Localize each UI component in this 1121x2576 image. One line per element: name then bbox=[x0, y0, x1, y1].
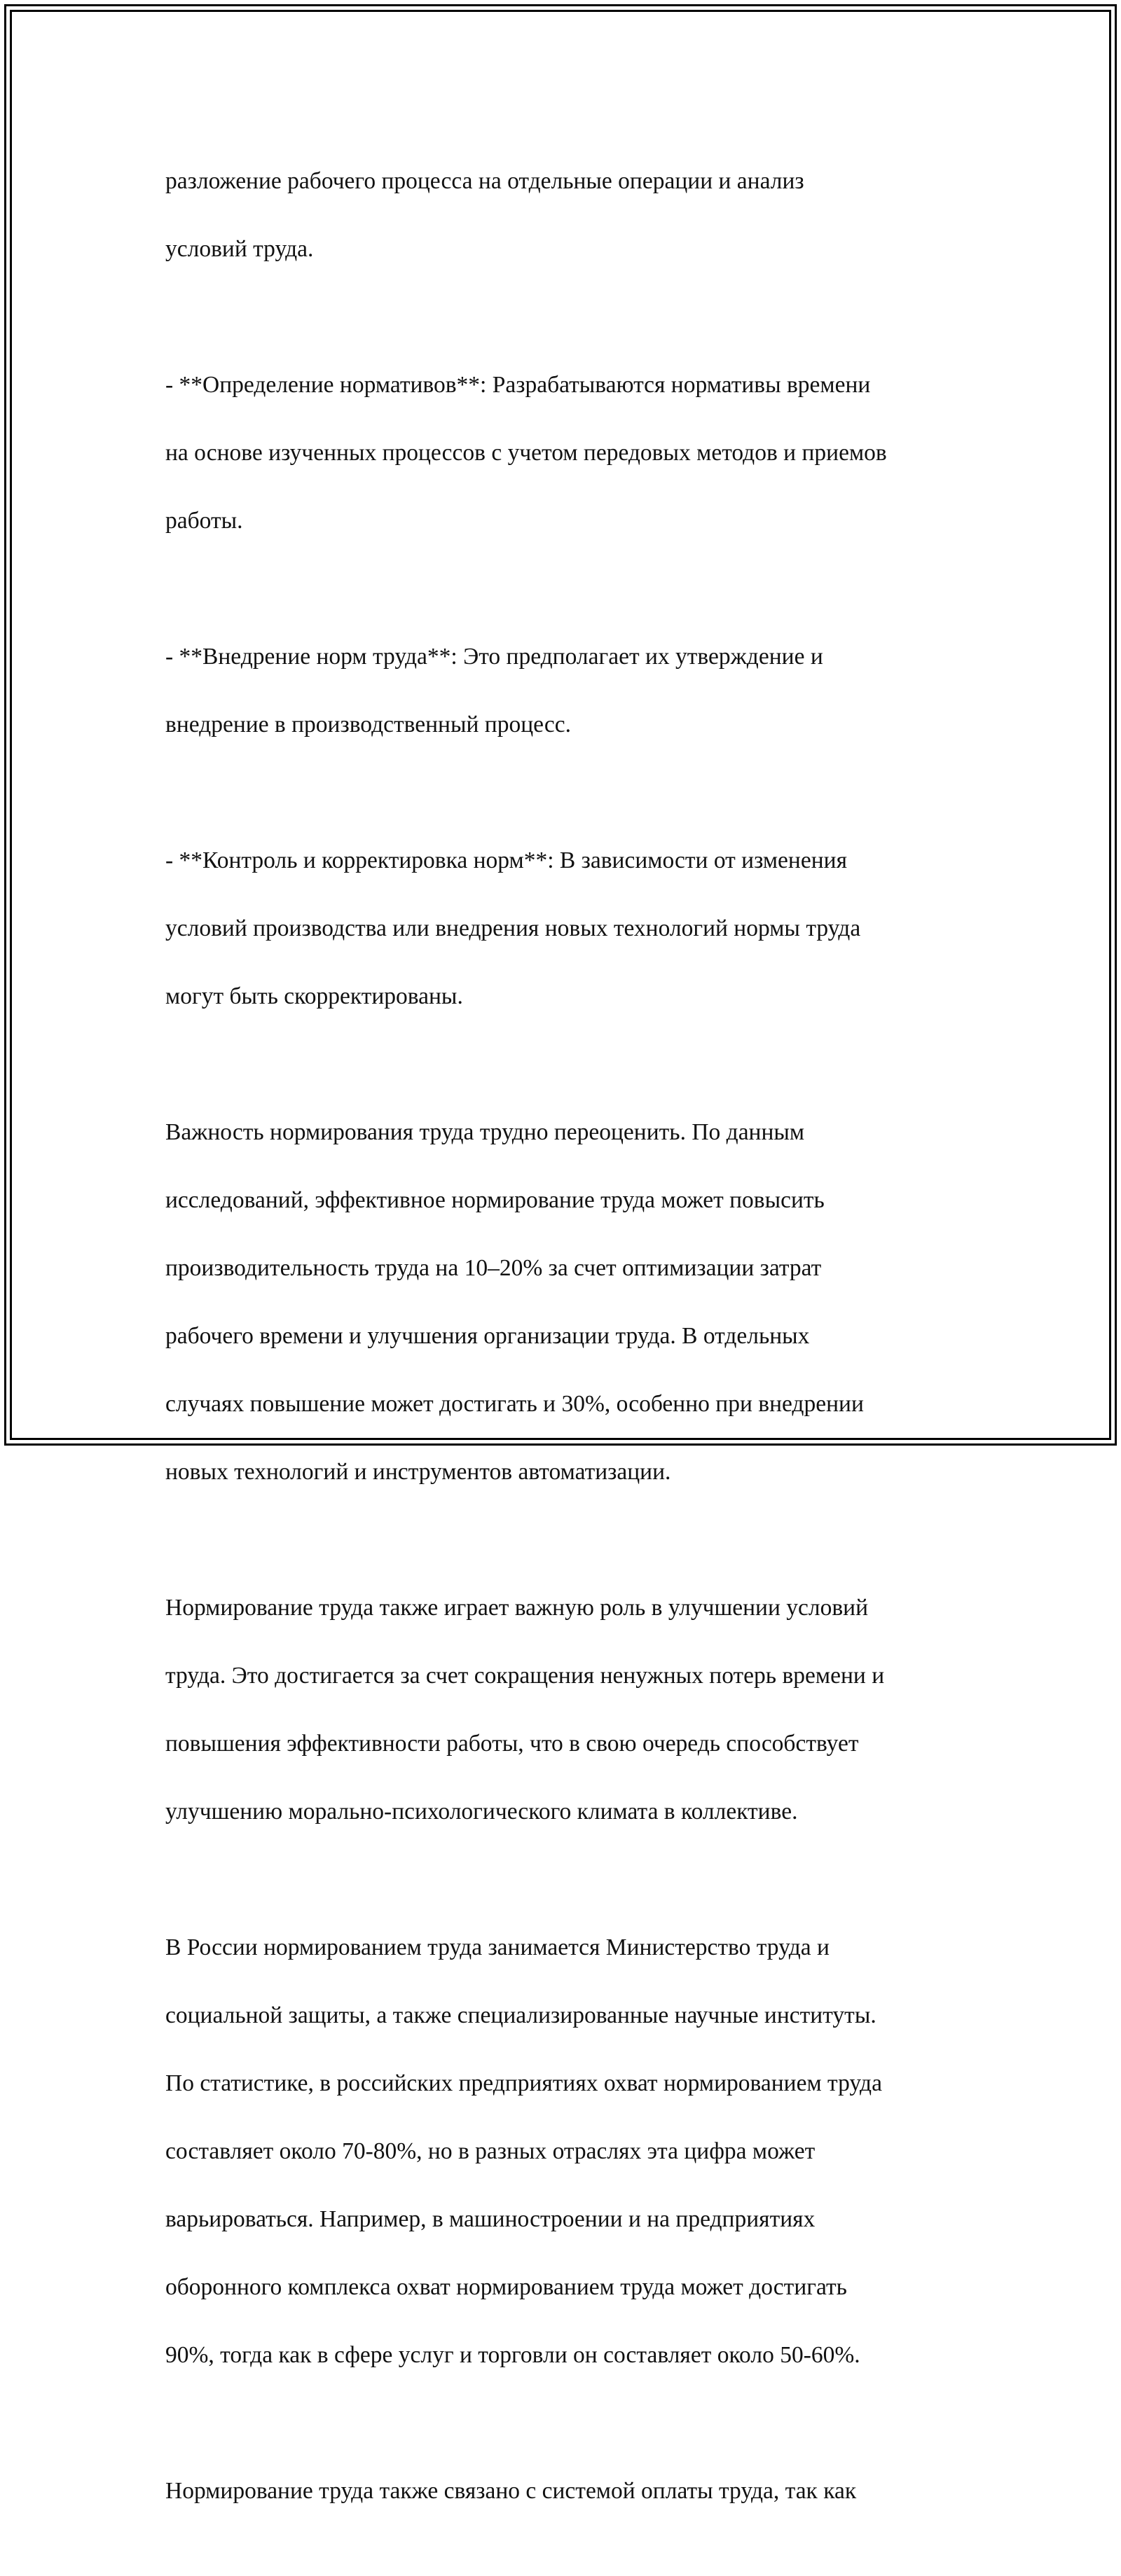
text-line: оборонного комплекса охват нормированием труда может достигать bbox=[165, 2273, 847, 2300]
text-line: По статистике, в российских предприятиях охват нормированием труда bbox=[165, 2070, 882, 2096]
text-line: - **Контроль и корректировка норм**: В зависимости от изменения bbox=[165, 847, 847, 873]
text-line: случаях повышение может достигать и 30%, особенно при внедрении bbox=[165, 1390, 864, 1417]
paragraph-russia-statistics bbox=[165, 1897, 964, 2407]
text-line: 90%, тогда как в сфере услуг и торговли он составляет около 50-60%. bbox=[165, 2341, 860, 2368]
text-line: варьироваться. Например, в машиностроении и на предприятиях bbox=[165, 2205, 816, 2232]
text-line: рабочего времени и улучшения организации труда. В отдельных bbox=[165, 1322, 810, 1349]
text-line: В России нормированием труда занимается Министерство труда и bbox=[165, 1934, 830, 1960]
text-line: условий труда. bbox=[165, 235, 314, 262]
text-line: - **Внедрение норм труда**: Это предполагает их утверждение и bbox=[165, 643, 823, 670]
text-line: Нормирование труда также связано с системой оплаты труда, так как bbox=[165, 2477, 857, 2504]
text-line: могут быть скорректированы. bbox=[165, 983, 463, 1009]
text-line: улучшению морально-психологического климата в коллективе. bbox=[165, 1798, 798, 1824]
paragraph-norm-control bbox=[165, 810, 964, 1048]
text-line: повышения эффективности работы, что в свою очередь способствует bbox=[165, 1730, 859, 1757]
text-line: на основе изученных процессов с учетом передовых методов и приемов bbox=[165, 439, 887, 466]
text-line: работы. bbox=[165, 507, 243, 534]
paragraph-working-conditions bbox=[165, 1557, 964, 1863]
text-line: новых технологий и инструментов автоматизации. bbox=[165, 1458, 671, 1485]
text-line: Важность нормирования труда трудно переоценить. По данным bbox=[165, 1119, 805, 1145]
text-line: - **Определение нормативов**: Разрабатываются нормативы времени bbox=[165, 371, 871, 398]
paragraph-norm-implementation bbox=[165, 606, 964, 776]
text-line: социальной защиты, а также специализированные научные институты. bbox=[165, 2002, 876, 2028]
paragraph-wage-system bbox=[165, 2440, 964, 2542]
document-body bbox=[165, 130, 964, 2576]
text-line: труда. Это достигается за счет сокращения ненужных потерь времени и bbox=[165, 1662, 885, 1689]
text-line: исследований, эффективное нормирование труда может повысить bbox=[165, 1186, 825, 1213]
paragraph-importance bbox=[165, 1081, 964, 1523]
text-line: производительность труда на 10–20% за счет оптимизации затрат bbox=[165, 1254, 822, 1281]
text-line: составляет около 70-80%, но в разных отраслях эта цифра может bbox=[165, 2138, 816, 2164]
paragraph-norm-definition bbox=[165, 334, 964, 572]
text-line: Нормирование труда также играет важную роль в улучшении условий bbox=[165, 1594, 869, 1621]
text-line: разложение рабочего процесса на отдельные операции и анализ bbox=[165, 167, 804, 194]
paragraph-analysis-conditions bbox=[165, 130, 964, 300]
text-line: условий производства или внедрения новых технологий нормы труда bbox=[165, 915, 861, 941]
text-line: внедрение в производственный процесс. bbox=[165, 711, 571, 738]
